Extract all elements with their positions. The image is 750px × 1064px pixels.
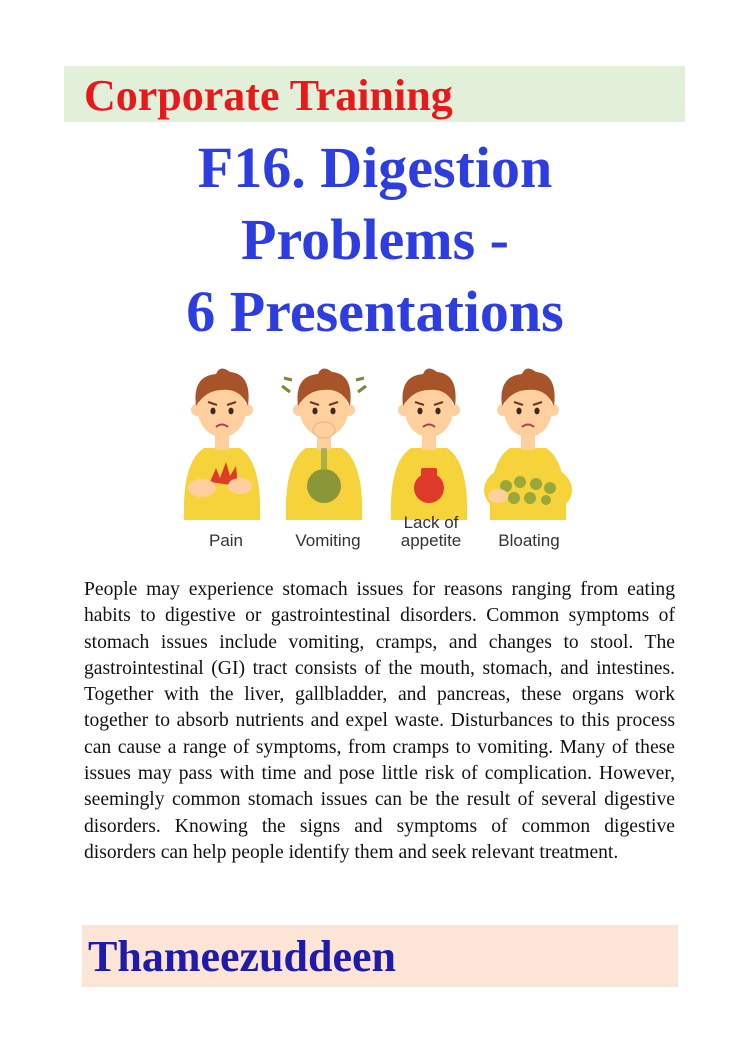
header-banner [64, 66, 685, 122]
body-paragraph: People may experience stomach issues for reasons ranging from eating habits to digestive or gastrointestinal disorders. Common symptoms of stomach issues include vomiting, cramps, and changes to stool. The gastrointestinal (GI) tract consists of the mouth, stomach, and intestines. Together with the liver, gallbladder, and pancreas, these organs work together to absorb nutrients and expel waste. Disturbances to this process can cause a range of symptoms, from cramps to vomiting. Many of these issues may pass with time and pose little risk of complication. However, seemingly common stomach issues can be the result of several digestive disorders. Knowing the signs and symptoms of common digestive disorders can help people identify them and seek relevant treatment. [84, 579, 675, 863]
label-lack-of: Lack of [403, 513, 459, 532]
bloating-figure [484, 368, 572, 520]
author-name: Thameezuddeen [88, 932, 396, 981]
author-banner [82, 925, 678, 987]
label-bloating: Bloating [498, 531, 560, 550]
header-banner-text: Corporate Training [84, 71, 453, 120]
label-appetite: appetite [400, 531, 462, 550]
pain-figure [184, 368, 260, 520]
lack-of-appetite-figure [391, 368, 467, 520]
title-line-2: Problems - [241, 207, 509, 272]
label-vomiting: Vomiting [295, 531, 361, 550]
digestion-symptoms-illustration [172, 362, 584, 558]
title-line-1: F16. Digestion [197, 135, 553, 200]
label-pain: Pain [208, 531, 244, 550]
page-title [60, 132, 690, 348]
title-line-3: 6 Presentations [186, 279, 564, 344]
vomiting-figure [282, 368, 366, 520]
